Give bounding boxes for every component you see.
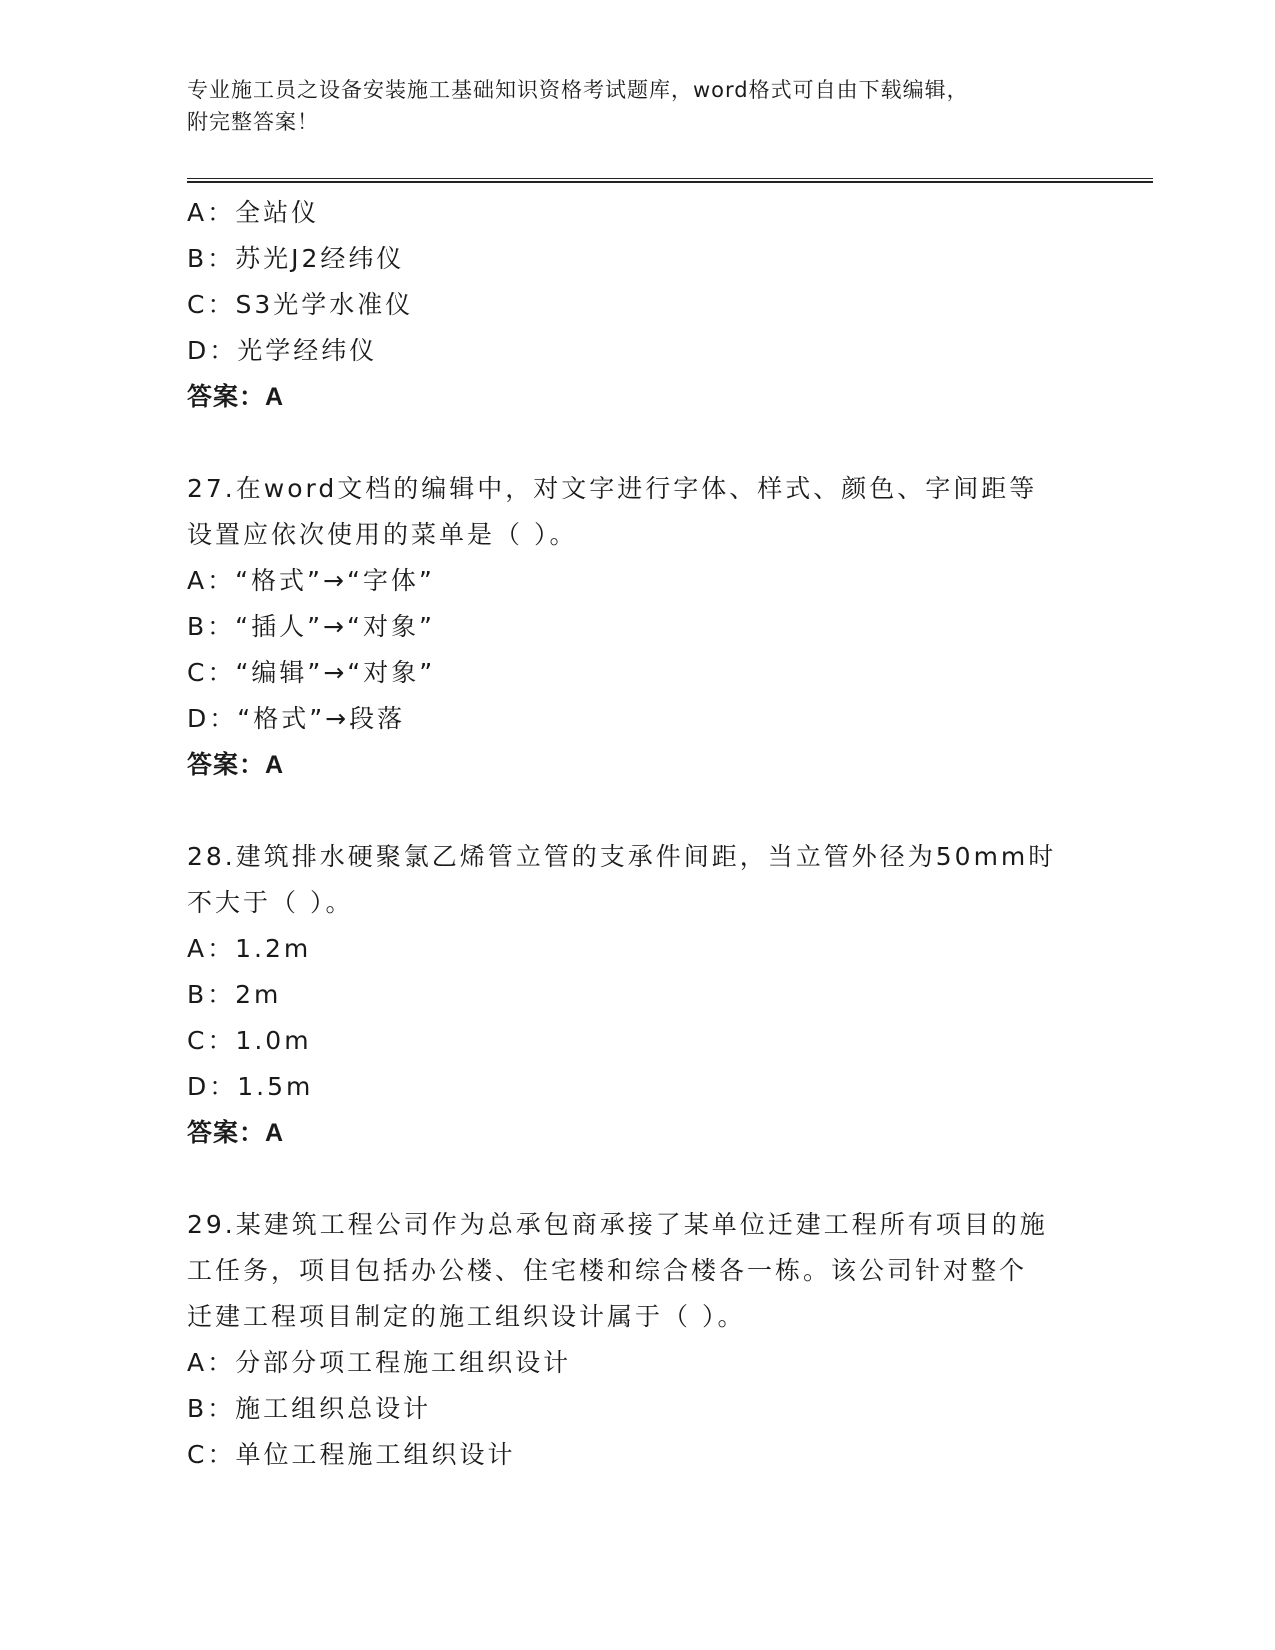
question-text-line: 迁建工程项目制定的施工组织设计属于（ ）。 [187,1302,746,1331]
answer-line: 答案：A [187,751,285,779]
question-text-line: 27.在word文档的编辑中，对文字进行字体、样式、颜色、字间距等 [187,474,1038,503]
question-29 [187,1202,1087,1478]
spacer [187,788,1087,834]
question-text-line: 不大于（ ）。 [187,888,354,917]
header-line-1: 专业施工员之设备安装施工基础知识资格考试题库，word格式可自由下载编辑， [187,78,969,102]
spacer [187,1156,1087,1202]
document-header [187,74,1067,138]
question-28 [187,834,1087,1156]
option-b: B：2m [187,980,282,1009]
option-d: D：“格式”→段落 [187,704,406,733]
question-27 [187,466,1087,788]
question-26-tail [187,190,1087,420]
answer-line: 答案：A [187,383,285,411]
header-divider [187,178,1153,183]
option-a: A：“格式”→“字体” [187,566,435,595]
option-c: C：1.0m [187,1026,312,1055]
option-b: B：施工组织总设计 [187,1394,432,1423]
option-a: A：1.2m [187,934,312,963]
option-c: C：单位工程施工组织设计 [187,1440,516,1469]
option-b: B：“插人”→“对象” [187,612,435,641]
option-c: C：S3光学水准仪 [187,290,414,319]
option-a: A：全站仪 [187,198,320,227]
option-c: C：“编辑”→“对象” [187,658,436,687]
question-text-line: 28.建筑排水硬聚氯乙烯管立管的支承件间距，当立管外径为50mm时 [187,842,1057,871]
question-text-line: 工任务，项目包括办公楼、住宅楼和综合楼各一栋。该公司针对整个 [187,1256,1028,1285]
option-d: D：光学经纬仪 [187,336,378,365]
option-d: D：1.5m [187,1072,314,1101]
spacer [187,420,1087,466]
question-text-line: 设置应依次使用的菜单是（ ）。 [187,520,578,549]
document-body [187,190,1087,1478]
option-a: A：分部分项工程施工组织设计 [187,1348,572,1377]
answer-line: 答案：A [187,1119,285,1147]
option-b: B：苏光J2经纬仪 [187,244,405,273]
question-text-line: 29.某建筑工程公司作为总承包商承接了某单位迁建工程所有项目的施 [187,1210,1048,1239]
header-line-2: 附完整答案！ [187,110,319,134]
